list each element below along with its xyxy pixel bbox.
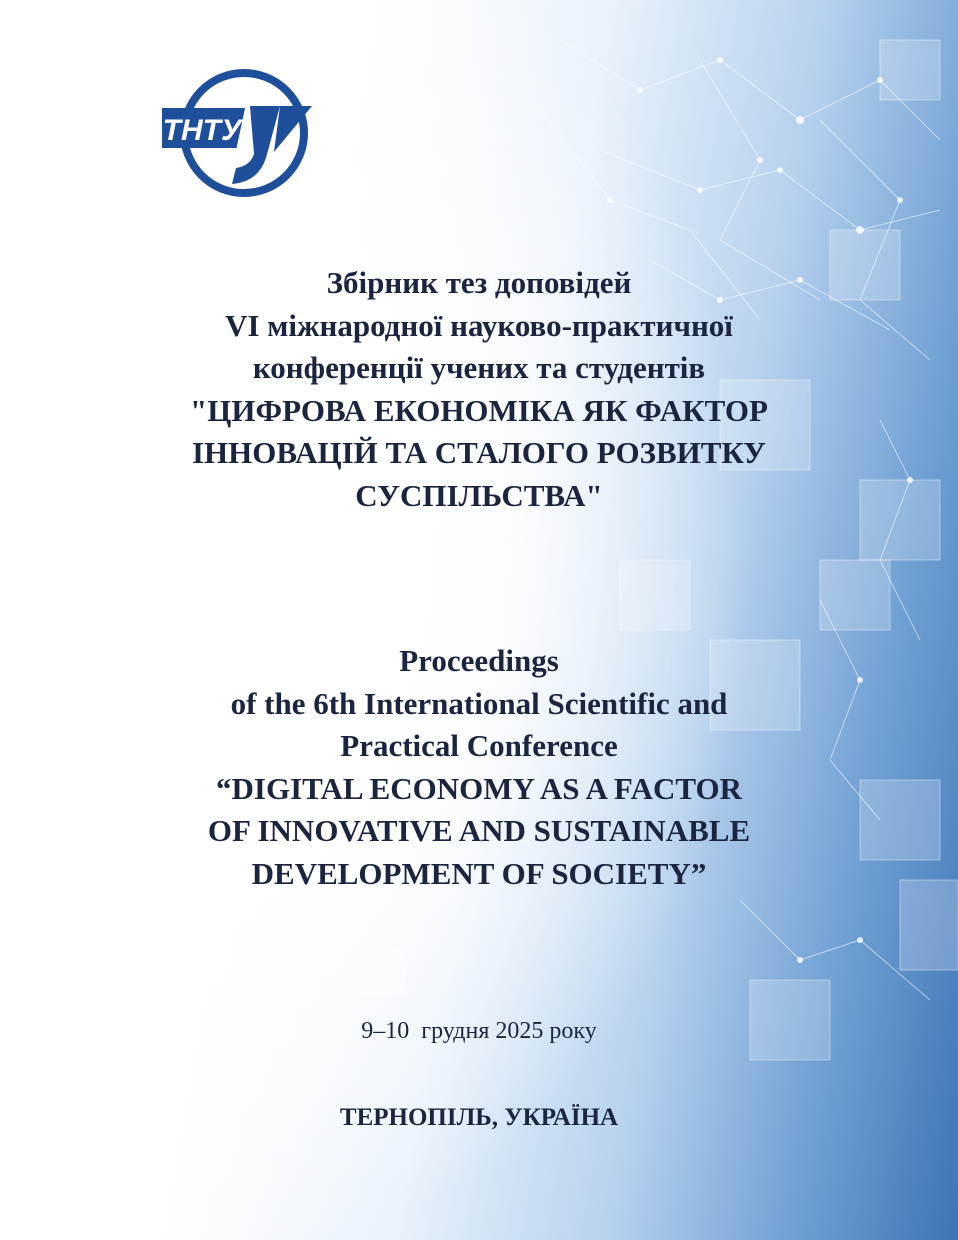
uk-title-line: VI міжнародної науково-практичної bbox=[225, 307, 733, 343]
ukrainian-title bbox=[79, 262, 879, 517]
uk-title-line: "ЦИФРОВА ЕКОНОМІКА ЯК ФАКТОР bbox=[190, 392, 768, 428]
en-title-line: “DIGITAL ECONOMY AS A FACTOR bbox=[216, 770, 742, 806]
en-title-line: DEVELOPMENT OF SOCIETY” bbox=[251, 855, 707, 891]
en-title-line: OF INNOVATIVE AND SUSTAINABLE bbox=[207, 813, 751, 848]
uk-title-line: СУСПІЛЬСТВА" bbox=[355, 477, 603, 513]
logo-text: ТНТУ bbox=[162, 114, 242, 147]
conference-place: ТЕРНОПІЛЬ, УКРАЇНА bbox=[339, 1104, 619, 1131]
uk-title-line: Збірник тез доповідей bbox=[326, 265, 632, 300]
uk-title-line: конференції учених та студентів bbox=[252, 350, 706, 385]
english-title bbox=[79, 640, 879, 895]
en-title-line: Proceedings bbox=[399, 643, 559, 678]
en-title-line: Practical Conference bbox=[340, 728, 618, 763]
uk-title-line: ІННОВАЦІЙ ТА СТАЛОГО РОЗВИТКУ bbox=[191, 435, 767, 470]
en-title-line: of the 6th International Scientific and bbox=[230, 685, 728, 721]
conference-date: 9–10 грудня 2025 року bbox=[361, 1018, 597, 1044]
tntu-logo-icon bbox=[162, 66, 322, 200]
